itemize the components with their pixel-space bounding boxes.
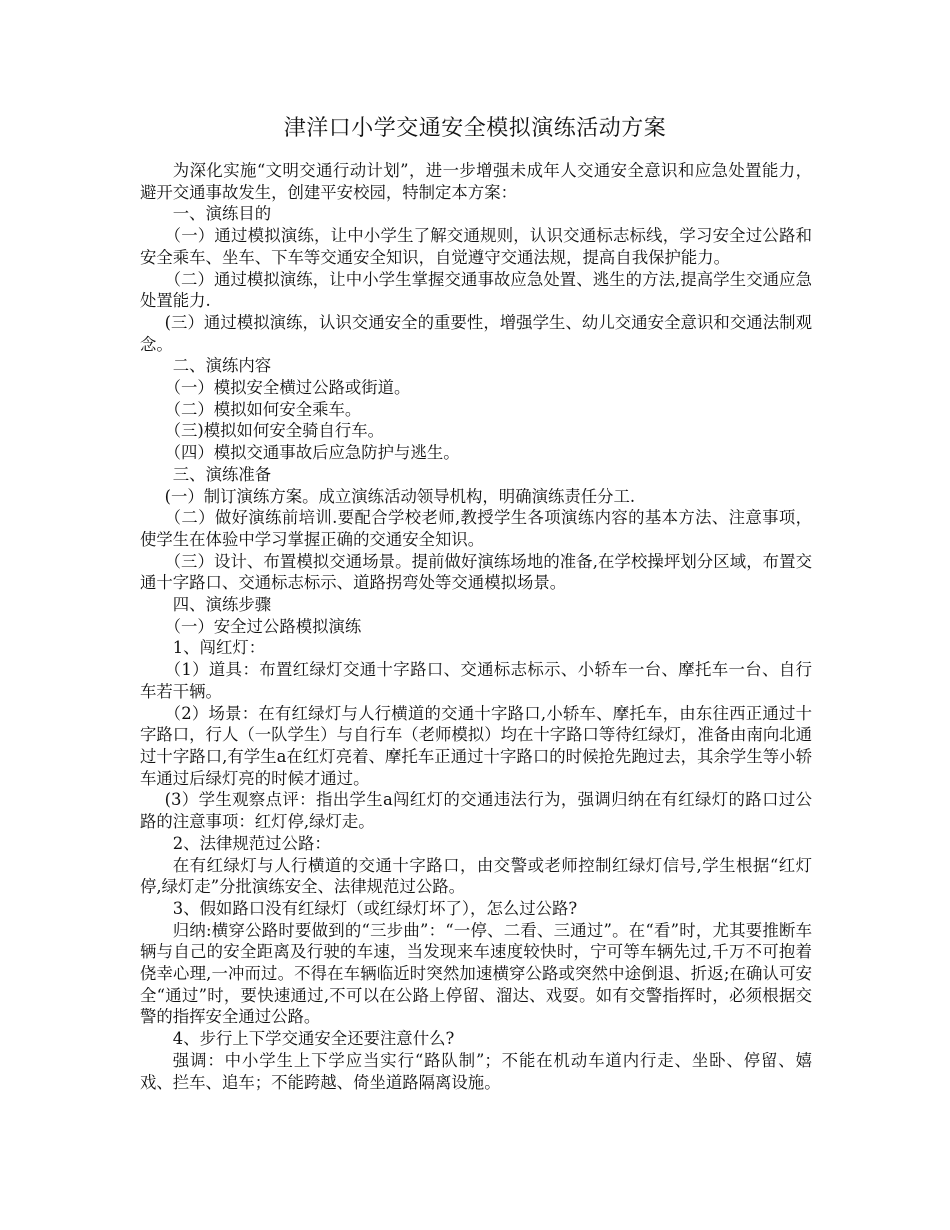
section-heading-steps: 四、演练步骤 (172, 595, 272, 615)
purpose-item-2: （二）通过模拟演练，让中小学生掌握交通事故应急处置、逃生的方法,提高学生交通应急处置能力. (140, 269, 812, 311)
purpose-item-1: （一）通过模拟演练，让中小学生了解交通规则，认识交通标志标线，学习安全过公路和安全乘车、坐车、下车等交通安全知识，自觉遵守交通法规，提高自我保护能力。 (140, 226, 812, 267)
step-red-light-review: (3）学生观察点评：指出学生a闯红灯的交通违法行为，强调归纳在有红绿灯的路口过公路的注意事项：红灯停,绿灯走。 (140, 790, 812, 832)
step-no-signal-summary: 归纳:横穿公路时要做到的“三步曲”：“一停、二看、三通过”。在“看”时，尤其要推断车辆与自己的安全距离及行驶的车速，当发现来车速度较快时，宁可等车辆先过,千万不可抱着侥幸心理,一冲而过。不得在车辆临近时突然加速横穿公路或突然中途倒退、折返;在确认可安全“通过”时，要快速通过,不可以在公路上停留、溜达、戏耍。如有交警指挥时，必须根据交警的指挥安全通过公路。 (140, 920, 812, 1027)
step-no-signal-heading: 3、假如路口没有红绿灯（或红绿灯坏了），怎么过公路? (172, 898, 578, 918)
document-body (140, 160, 812, 1093)
section-heading-content: 二、演练内容 (172, 356, 272, 376)
content-item-3: （三)模拟如何安全骑自行车。 (164, 421, 385, 441)
section-heading-preparation: 三、演练准备 (172, 464, 272, 484)
step-lawful-crossing-heading: 2、法律规范过公路： (172, 833, 331, 853)
step-lawful-crossing-text: 在有红绿灯与人行横道的交通十字路口，由交警或老师控制红绿灯信号,学生根据“红灯停,绿灯走”分批演练安全、法律规范过公路。 (140, 855, 812, 897)
content-item-4: （四）模拟交通事故后应急防护与逃生。 (164, 443, 460, 463)
preparation-item-2: （二）做好演练前培训.要配合学校老师,教授学生各项演练内容的基本方法、注意事项，使学生在体验中学习掌握正确的交通安全知识。 (140, 508, 812, 549)
intro-paragraph: 为深化实施“文明交通行动计划”，进一步增强未成年人交通安全意识和应急处置能力，避开交通事故发生，创建平安校园，特制定本方案： (140, 161, 812, 202)
section-heading-purpose: 一、演练目的 (172, 204, 272, 224)
step-walking-emphasis: 强调：中小学生上下学应当实行“路队制”；不能在机动车道内行走、坐卧、停留、嬉戏、拦车、追车；不能跨越、倚坐道路隔离设施。 (140, 1050, 812, 1092)
document-title: 津洋口小学交通安全模拟演练活动方案 (283, 116, 667, 141)
step-red-light-scene: （2）场景：在有红绿灯与人行横道的交通十字路口,小轿车、摩托车，由东往西正通过十字路口，行人（一队学生）与自行车（老师模拟）均在十字路口等待红绿灯，准备由南向北通过十字路口,有学生a在红灯亮着、摩托车正通过十字路口的时候抢先跑过去，其余学生等小轿车通过后绿灯亮的时候才通过。 (140, 703, 813, 788)
preparation-item-3: （三）设计、布置模拟交通场景。提前做好演练场地的准备,在学校操坪划分区域，布置交通十字路口、交通标志标示、道路拐弯处等交通模拟场景。 (140, 551, 812, 593)
step-walking-heading: 4、步行上下学交通安全还要注意什么? (172, 1029, 455, 1049)
step-red-light-props: （1）道具：布置红绿灯交通十字路口、交通标志标示、小轿车一台、摩托车一台、自行车若干辆。 (140, 660, 812, 701)
steps-subheading-1: （一）安全过公路模拟演练 (164, 616, 362, 636)
step-red-light-heading: 1、闯红灯： (172, 638, 266, 658)
preparation-item-1: (一）制订演练方案。成立演练活动领导机构，明确演练责任分工. (164, 486, 636, 506)
content-item-1: （一）模拟安全横过公路或街道。 (164, 378, 411, 398)
purpose-item-3: (三）通过模拟演练，认识交通安全的重要性，增强学生、幼儿交通安全意识和交通法制观念。 (140, 312, 812, 354)
content-item-2: （二）模拟如何安全乘车。 (164, 399, 362, 419)
